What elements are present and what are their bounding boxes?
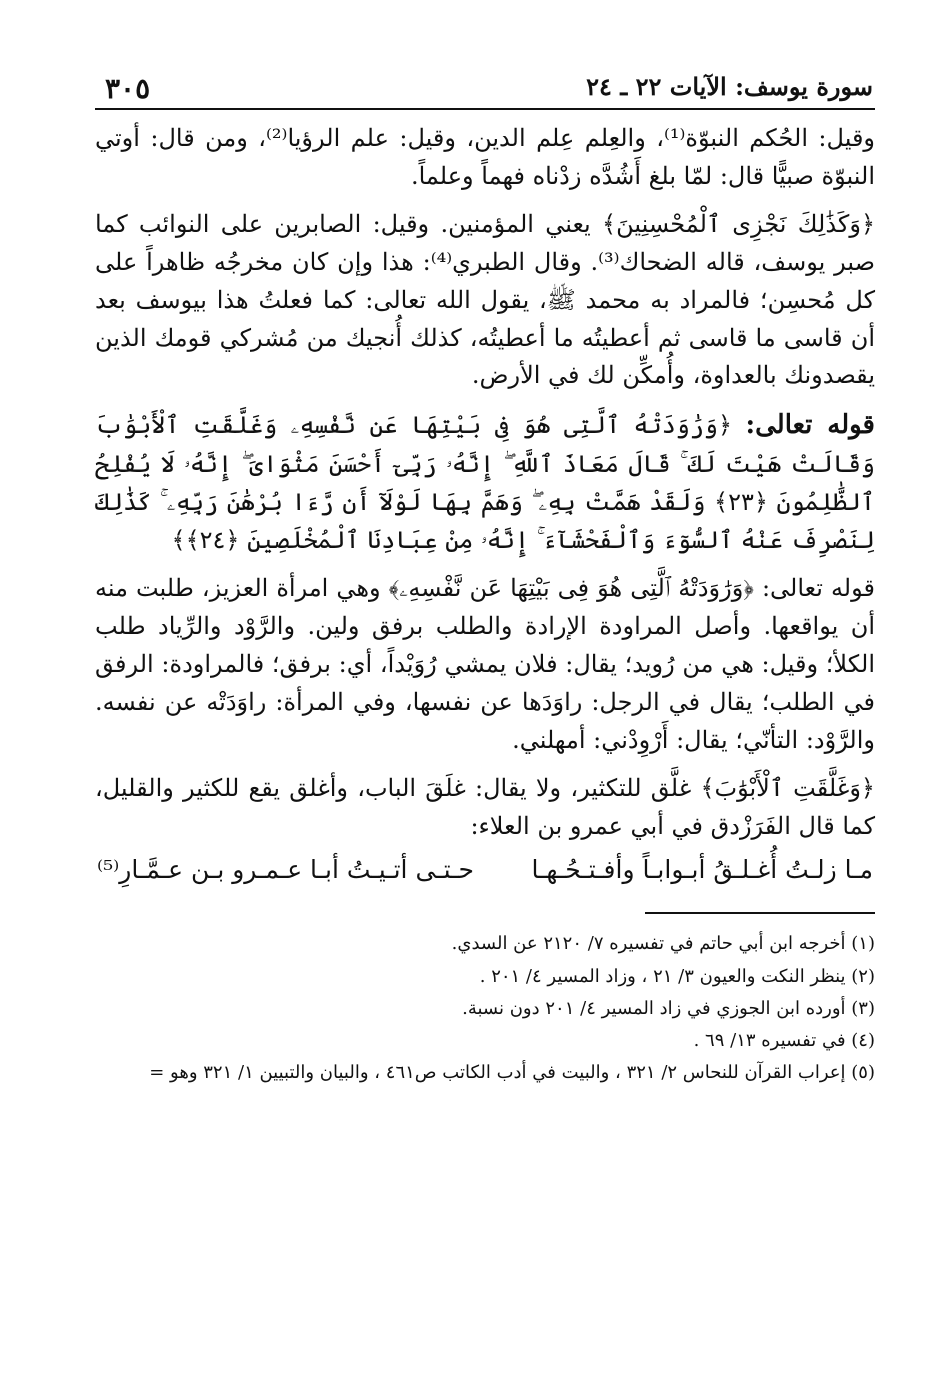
paragraph: ﴿وَغَلَّقَتِ ٱلْأَبْوَٰبَ﴾ غلَّق للتكثير، ولا يقال: غلَقَ الباب، وأغلق يقع للكثير والقليل، كما قال الفَرَزْدق في أبي عمرو بن العلاء: [95,773,875,840]
paragraph: ﴿وَكَذَٰلِكَ نَجْزِى ٱلْمُحْسِنِينَ﴾ يعني المؤمنين. وقيل: الصابرين على النوائب كما صبر يوسف، قاله الضحاك⁽³⁾. وقال الطبري⁽⁴⁾: هذا وإن كان مخرجُه ظاهراً على كل مُحسِن؛ فالمراد به محمد ﷺ، يقول الله تعالى: كما فعلتُ هذا بيوسف بعد أن قاسى ما قاسى ثم أعطيتُه ما أعطيتُه، كذلك أُنجيك من مُشركي قومك الذين يقصدونك بالعداوة، وأُمكِّن لك في الأرض. [95,209,876,390]
footnotes [95,928,875,1088]
footnote: (١) أخرجه ابن أبي حاتم في تفسيره ٧/ ٢١٢٠ عن السدي. [451,933,875,955]
footnote: (٢) ينظر النكت والعيون ٣/ ٢١ ، وزاد المسير ٤/ ٢٠١ . [479,965,875,987]
paragraph: قوله تعالى: ﴿وَرَٰوَدَتْهُ ٱلَّتِى هُوَ فِى بَيْتِهَا عَن نَّفْسِهِۦ﴾ وهي امرأة العزيز، طلبت منه أن يواقعها. وأصل المراودة الإرادة والطلب برفق ولين. والرَّوْد والرِّياد طلب الكلأ؛ وقيل: هي من رُويد؛ يقال: فلان يمشي رُوَيْداً، أي: برفق؛ فالمراودة: الرفق في الطلب؛ يقال في الرجل: راوَدَها عن نفسها، وفي المرأة: راوَدَتْه عن نفسه. والرَّوْد: التأنّي؛ يقال: أَرْوِدْني: أمهلني. [95,574,875,754]
paragraph: وقيل: الحُكم النبوّة⁽¹⁾، والعِلم عِلم الدين، وقيل: علم الرؤيا⁽²⁾، ومن قال: أوتي النبوّة صبيًّا قال: لمّا بلغ أَشُدَّه زدْناه فهماً وعلماً. [95,124,876,190]
page [95,62,875,1362]
footnote-divider [645,912,875,914]
page-header [95,62,875,110]
poem-hemistich-left: حـتـى أتـيـتُ أبـا عـمـرو بـن عـمَّـارِ⁽⁵⁾ [97,855,474,885]
poem-verse [95,855,875,884]
verse-text: ﴿وَرَٰوَدَتْهُ ٱلَّتِى هُوَ فِى بَيْتِهَا عَن نَّفْسِهِۦ وَغَلَّقَتِ ٱلْأَبْوَٰبَ وَقَالَتْ هَيْتَ لَكَ ۚ قَالَ مَعَاذَ ٱللَّهِ ۖ إِنَّهُۥ رَبِّىٓ أَحْسَنَ مَثْوَاىَ ۖ إِنَّهُۥ لَا يُفْلِحُ ٱلظَّٰلِمُونَ ﴿٢٣﴾ وَلَقَدْ هَمَّتْ بِهِۦ ۖ وَهَمَّ بِهَا لَوْلَآ أَن رَّءَا بُرْهَٰنَ رَبِّهِۦ ۚ كَذَٰلِكَ لِنَصْرِفَ عَنْهُ ٱلسُّوٓءَ وَٱلْفَحْشَآءَ ۚ إِنَّهُۥ مِنْ عِبَادِنَا ٱلْمُخْلَصِينَ ﴿٢٤﴾﴾ [95,411,875,555]
running-title: سورة يوسف: الآيات ٢٢ ـ ٢٤ [586,72,873,101]
footnote: (٣) أورده ابن الجوزي في زاد المسير ٤/ ٢٠١ دون نسبة. [462,997,875,1019]
footnote: (٥) إعراب القرآن للنحاس ٢/ ٣٢١ ، والبيت في أدب الكاتب ص٤٦١ ، والبيان والتبيين ١/ ٣٢١ وهو = [149,1061,875,1083]
main-text [95,120,875,884]
quran-verse-block [95,405,875,560]
verse-lead: قوله تعالى: [745,410,875,441]
page-number: ٣٠٥ [105,72,151,105]
poem-hemistich-right: مـا زلـتُ أُغـلـقُ أبـوابـاً وأفـتـحُـهـا [531,855,873,885]
footnote: (٤) في تفسيره ١٣/ ٦٩ . [693,1029,875,1051]
